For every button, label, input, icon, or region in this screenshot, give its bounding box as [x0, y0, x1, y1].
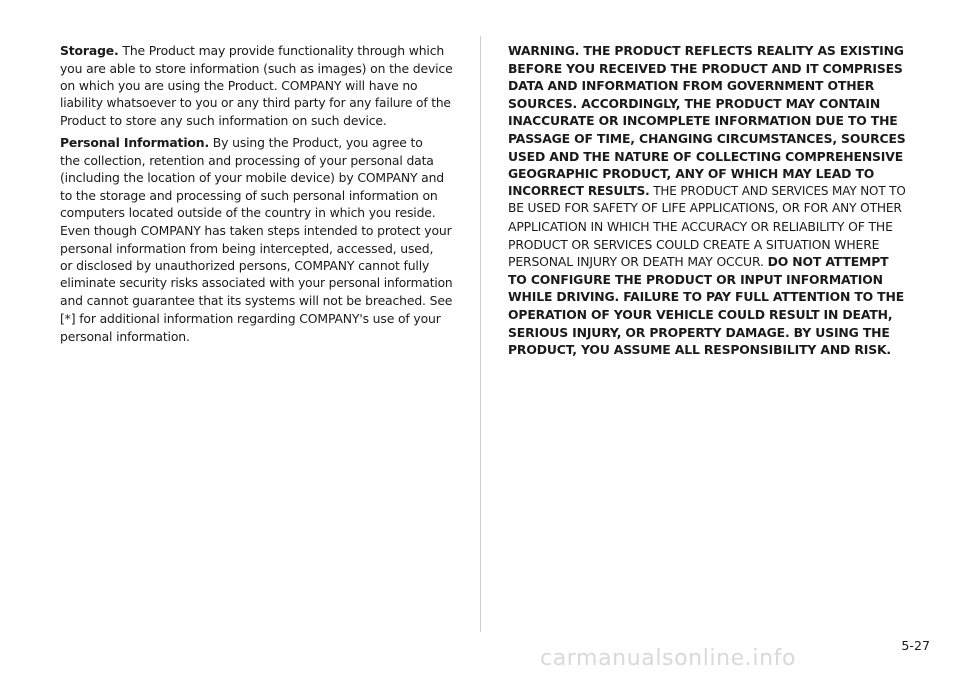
warning-segment: SOURCES. ACCORDINGLY, THE PRODUCT MAY CONTAIN: [508, 95, 881, 111]
personal-info-line: and cannot guarantee that its systems will not be breached. See: [60, 293, 453, 309]
warning-segment: PERSONAL INJURY OR DEATH MAY OCCUR.: [508, 254, 768, 270]
warning-segment: OPERATION OF YOUR VEHICLE COULD RESULT IN DEATH,: [508, 306, 893, 322]
storage-text: The Product may provide functionality through which: [118, 43, 445, 58]
warning-line: [508, 165, 906, 183]
personal-info-line: [60, 134, 456, 152]
warning-line: [508, 148, 906, 166]
warning-segment: WARNING. THE PRODUCT REFLECTS REALITY AS EXISTING: [508, 43, 904, 58]
warning-line: [508, 218, 906, 236]
personal-info-line: eliminate security risks associated with your personal information: [60, 275, 453, 290]
warning-line: [508, 200, 906, 218]
warning-line: [508, 306, 906, 324]
storage-line: liability whatsoever to you or any third party for any failure of the: [60, 95, 451, 110]
warning-line: [508, 288, 906, 306]
warning-line: [508, 271, 906, 289]
personal-info-line: personal information.: [60, 328, 190, 344]
warning-line: [508, 183, 906, 201]
warning-line: [508, 60, 906, 78]
personal-info-line: or disclosed by unauthorized persons, COMPANY cannot fully: [60, 258, 430, 274]
storage-line: you are able to store information (such as images) on the device: [60, 60, 453, 76]
personal-info-line: to the storage and processing of such personal information on: [60, 187, 438, 203]
warning-segment: SERIOUS INJURY, OR PROPERTY DAMAGE. BY USING THE: [508, 324, 890, 340]
warning-segment: PRODUCT OR SERVICES COULD CREATE A SITUATION WHERE: [508, 236, 880, 252]
warning-segment: WHILE DRIVING. FAILURE TO PAY FULL ATTENTION TO THE: [508, 289, 905, 305]
storage-paragraph: [60, 42, 456, 130]
personal-info-text: By using the Product, you agree to: [209, 134, 423, 150]
warning-segment: BE USED FOR SAFETY OF LIFE APPLICATIONS, OR FOR ANY OTHER: [508, 201, 902, 216]
warning-segment: PASSAGE OF TIME, CHANGING CIRCUMSTANCES, SOURCES: [508, 130, 906, 146]
warning-segment: GEOGRAPHIC PRODUCT, ANY OF WHICH MAY LEAD TO: [508, 166, 875, 182]
warning-line: [508, 253, 906, 271]
storage-line: [60, 42, 456, 60]
warning-segment: DATA AND INFORMATION FROM GOVERNMENT OTHER: [508, 78, 875, 94]
storage-heading: Storage.: [60, 43, 119, 58]
warning-segment: INCORRECT RESULTS.: [508, 183, 650, 198]
column-divider: [480, 36, 481, 632]
personal-info-line: personal information from being intercepted, accessed, used,: [60, 240, 434, 256]
watermark: carmanualsonline.info: [540, 646, 797, 671]
warning-segment: USED AND THE NATURE OF COLLECTING COMPREHENSIVE: [508, 148, 904, 164]
personal-info-line: the collection, retention and processing of your personal data: [60, 152, 434, 168]
warning-line: [508, 42, 906, 60]
warning-line: [508, 236, 906, 254]
warning-segment: PRODUCT, YOU ASSUME ALL RESPONSIBILITY AND RISK.: [508, 342, 891, 358]
warning-line: [508, 341, 906, 359]
storage-line: on which you are using the Product. COMPANY will have no: [60, 78, 418, 94]
personal-info-line: [*] for additional information regarding COMPANY's use of your: [60, 310, 441, 326]
page-number: 5-27: [901, 638, 930, 653]
warning-segment: TO CONFIGURE THE PRODUCT OR INPUT INFORMATION: [508, 271, 883, 287]
warning-line: [508, 112, 906, 130]
personal-information-paragraph: [60, 134, 456, 345]
storage-line: Product to store any such information on such device.: [60, 113, 387, 129]
personal-info-heading: Personal Information.: [60, 134, 210, 150]
personal-info-line: (including the location of your mobile device) by COMPANY and: [60, 170, 445, 186]
personal-info-line: Even though COMPANY has taken steps intended to protect your: [60, 222, 452, 238]
warning-line: [508, 324, 906, 342]
warning-line: [508, 95, 906, 113]
warning-segment: THE PRODUCT AND SERVICES MAY NOT TO: [649, 183, 906, 198]
warning-segment: APPLICATION IN WHICH THE ACCURACY OR RELIABILITY OF THE: [508, 218, 893, 234]
left-column: [60, 42, 456, 349]
warning-paragraph: [508, 42, 906, 359]
warning-segment: BEFORE YOU RECEIVED THE PRODUCT AND IT COMPRISES: [508, 60, 903, 76]
warning-line: [508, 77, 906, 95]
personal-info-line: computers located outside of the country in which you reside.: [60, 205, 436, 221]
warning-line: [508, 130, 906, 148]
warning-segment: INACCURATE OR INCOMPLETE INFORMATION DUE TO THE: [508, 113, 898, 129]
warning-segment: DO NOT ATTEMPT: [767, 254, 889, 270]
